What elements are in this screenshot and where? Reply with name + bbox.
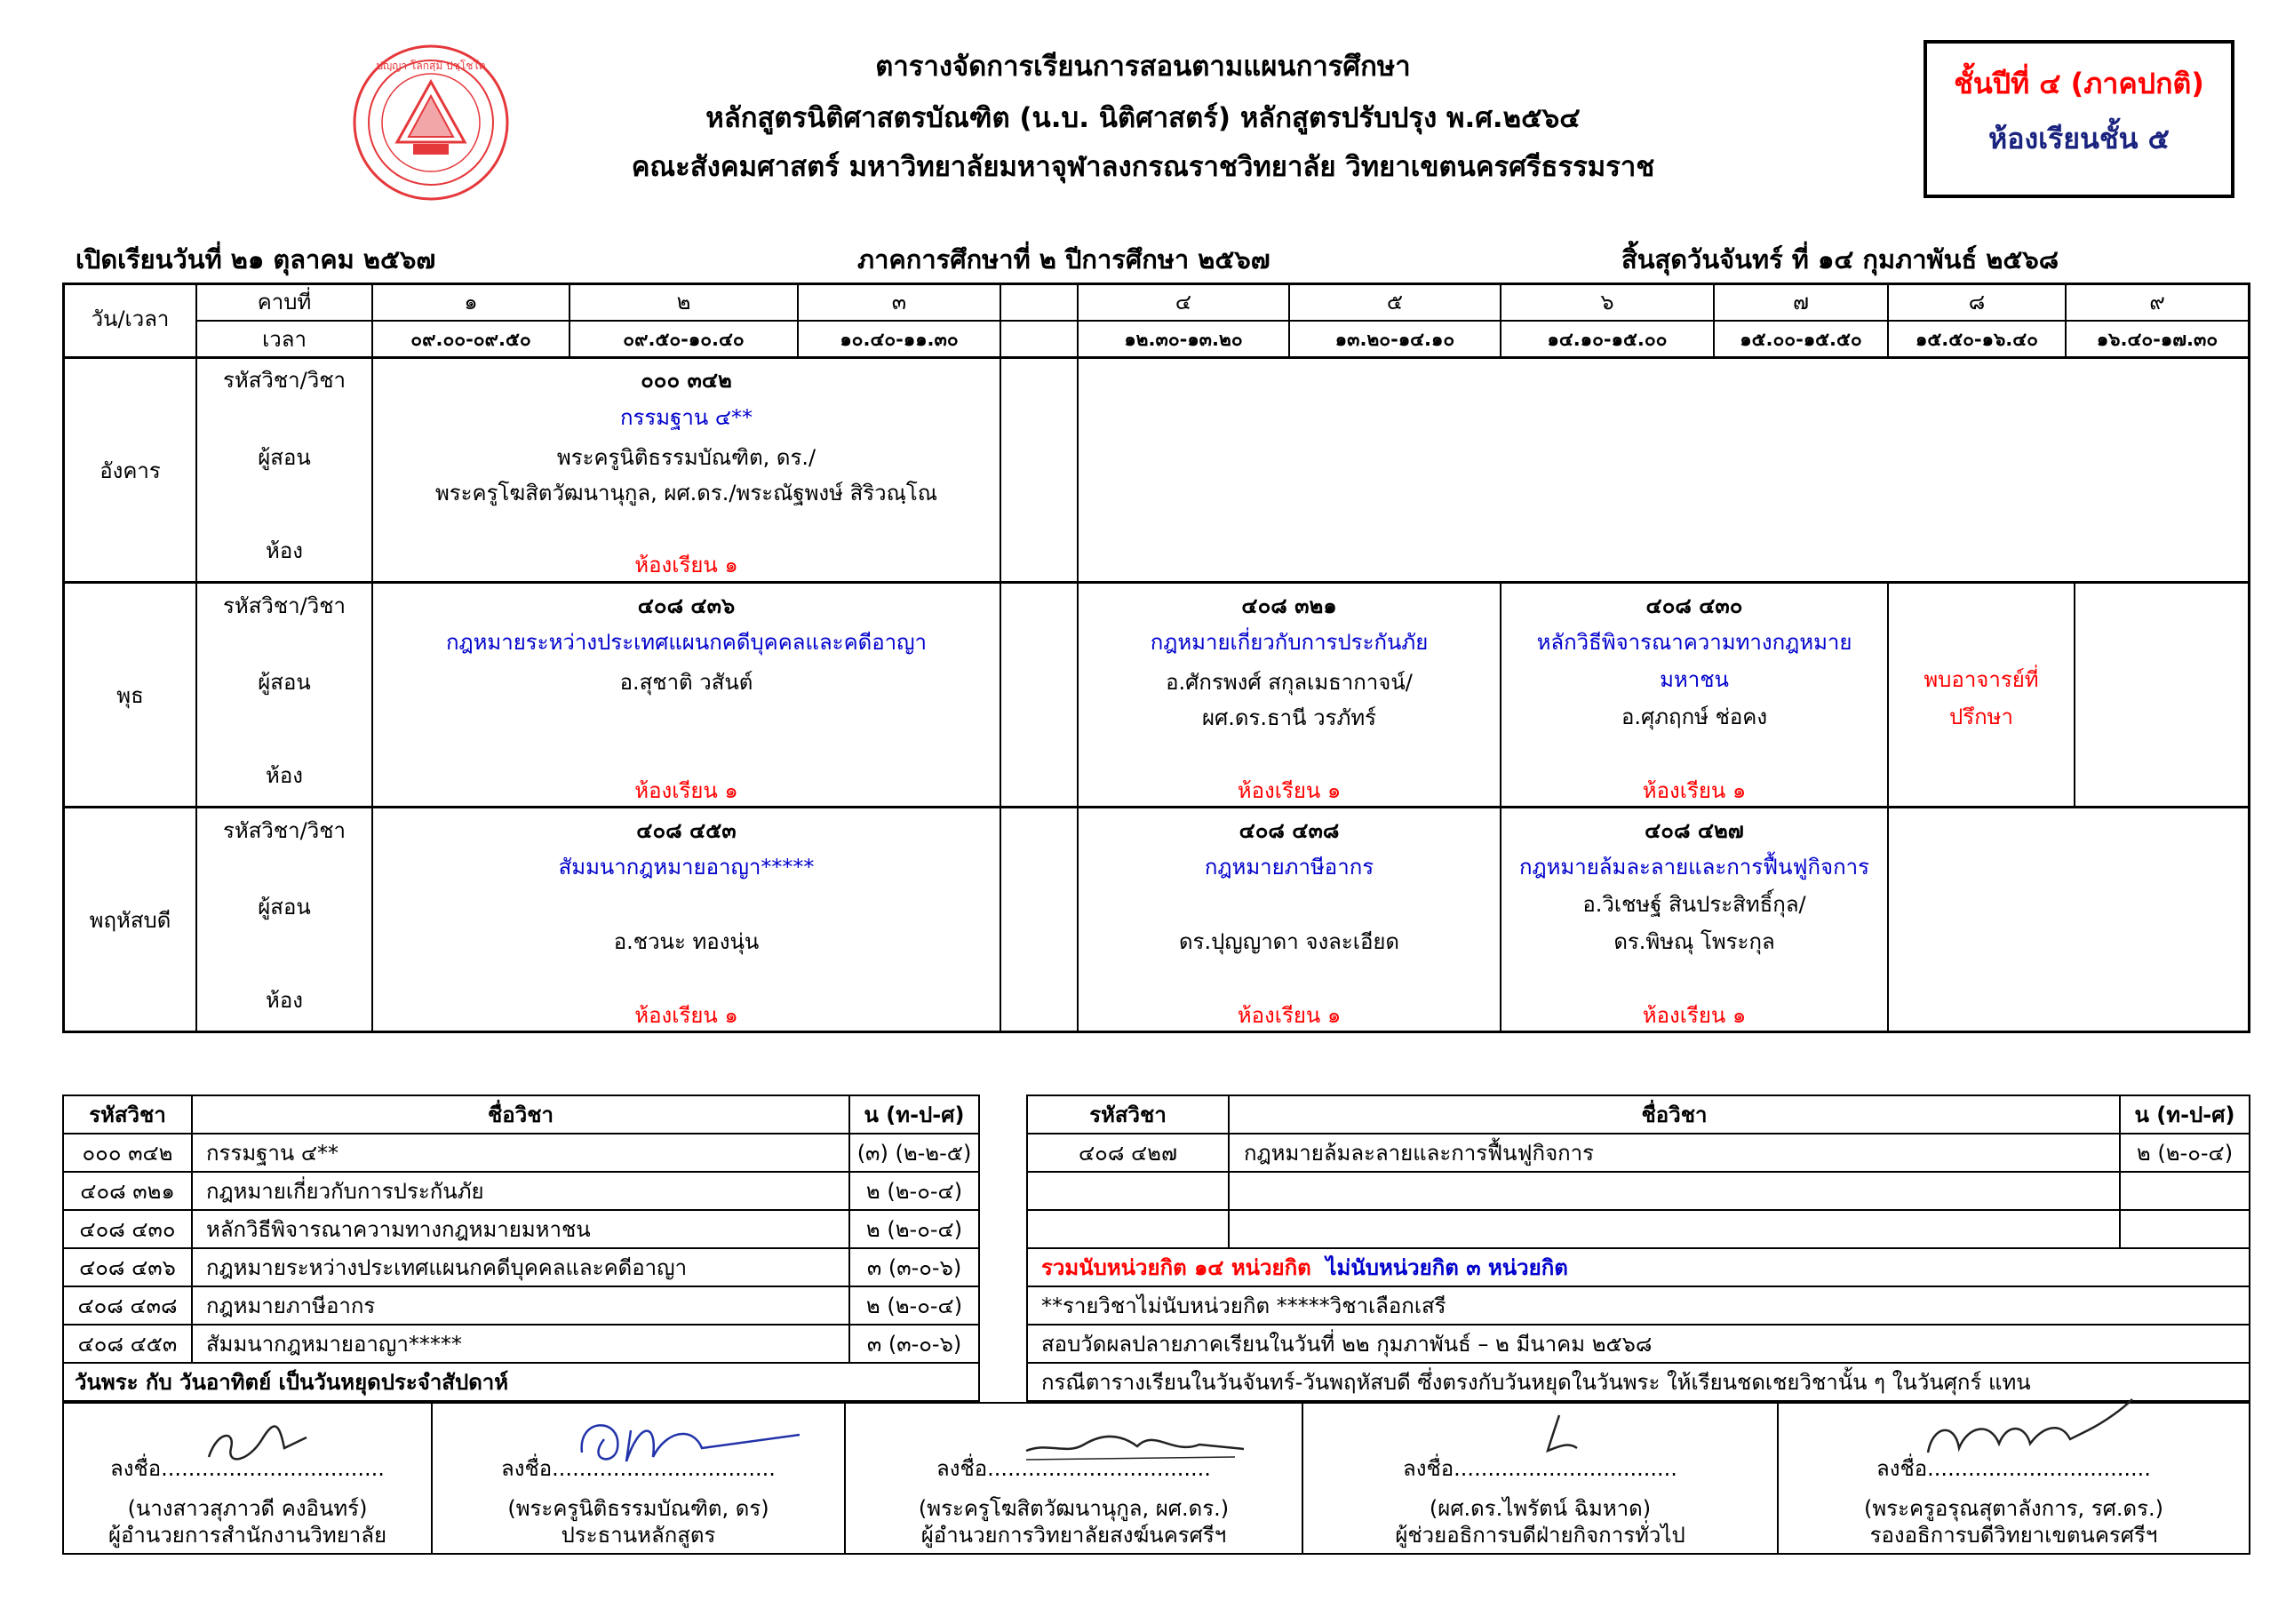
thu-slot1-subject: สัมมนากฎหมายอาญา*****: [558, 855, 815, 880]
col-credit-header: น (ท-ป-ศ): [864, 1103, 965, 1127]
sig-1-name: (นางสาวสุภาวดี คงอินทร์): [127, 1496, 368, 1521]
row-label-room: ห้อง: [266, 763, 303, 788]
wed-slot2-teacher2: ผศ.ดร.ธานี วรภัทร์: [1201, 705, 1377, 730]
class-room: ห้องเรียนชั้น ๕: [1988, 122, 2170, 155]
thu-slot2-teacher: ดร.ปุญญาดา จงละเอียด: [1178, 929, 1400, 954]
sig-3-name: (พระครูโฆสิตวัฒนานุกูล, ผศ.ดร.): [918, 1496, 1230, 1521]
start-date: เปิดเรียนวันที่ ๒๑ ตุลาคม ๒๕๖๗: [76, 244, 436, 275]
thu-slot1-code: ๔๐๘ ๔๕๓: [636, 818, 737, 843]
time-2: ๐๙.๕๐-๑๐.๔๐: [623, 329, 745, 350]
time-4: ๑๒.๓๐-๑๓.๒๐: [1124, 329, 1243, 350]
period-label: คาบที่: [257, 290, 312, 314]
course-code: ๐๐๐ ๓๔๒: [82, 1141, 173, 1166]
wed-slot3-code: ๔๐๘ ๔๓๐: [1645, 593, 1743, 618]
semester-label: ภาคการศึกษาที่ ๒ ปีการศึกษา ๒๕๖๗: [857, 244, 1270, 275]
sig-2-name: (พระครูนิติธรรมบัณฑิต, ดร): [507, 1496, 769, 1521]
thu-slot1-teacher: อ.ชวนะ ทองนุ่น: [613, 929, 760, 954]
wed-slot1-room: ห้องเรียน ๑: [634, 778, 738, 803]
row-label-teacher: ผู้สอน: [258, 895, 311, 919]
credit-non: ไม่นับหน่วยกิต ๓ หน่วยกิต: [1326, 1255, 1568, 1280]
makeup-note: กรณีตารางเรียนในวันจันทร์-วันพฤหัสบดี ซึ่งตรงกับวันหยุดในวันพระ ให้เรียนชดเชยวิชานั้น ๆ ในวันศุกร์ แทน: [1041, 1370, 2031, 1395]
faculty-title: คณะสังคมศาสตร์ มหาวิทยาลัยมหาจุฬาลงกรณราชวิทยาลัย วิทยาเขตนครศรีธรรมราช: [631, 151, 1655, 183]
class-box: [1924, 40, 2234, 198]
seal-motto: ปญฺญา โลกสฺมึ ปชฺโชโต: [376, 60, 486, 72]
holiday-note: วันพระ กับ วันอาทิตย์ เป็นวันหยุดประจำสัปดาห์: [75, 1370, 509, 1395]
thu-slot3-code: ๔๐๘ ๔๒๗: [1645, 818, 1744, 843]
sig-4-name: (ผศ.ดร.ไพรัตน์ ฉิมหาด): [1429, 1496, 1652, 1521]
course-code: ๔๐๘ ๔๒๗: [1079, 1141, 1177, 1166]
day-time-label: วัน/เวลา: [91, 306, 170, 331]
sig-2-role: ประธานหลักสูตร: [561, 1523, 716, 1548]
sig-5-role: รองอธิการบดีวิทยาเขตนครศรีฯ: [1869, 1523, 2158, 1548]
thu-slot3-subject: กฎหมายล้มละลายและการฟื้นฟูกิจการ: [1518, 855, 1870, 880]
wed-slot2-code: ๔๐๘ ๓๒๑: [1241, 593, 1337, 618]
sig-1-line: ลงชื่อ.................................: [110, 1456, 385, 1481]
wed-slot3-room: ห้องเรียน ๑: [1642, 778, 1747, 803]
tue-slot1-teacher1: พระครูนิติธรรมบัณฑิต, ดร./: [556, 445, 816, 470]
credit-total: รวมนับหน่วยกิต ๑๔ หน่วยกิต: [1041, 1255, 1311, 1280]
tue-slot1-teacher2: พระครูโฆสิตวัฒนานุกูล, ผศ.ดร./พระณัฐพงษ์ สิริวณฺโณ: [434, 481, 938, 506]
row-label-code: รหัสวิชา/วิชา: [223, 593, 346, 618]
row-label-teacher: ผู้สอน: [258, 445, 311, 470]
course-name: กฎหมายระหว่างประเทศแผนกคดีบุคคลและคดีอาญา: [206, 1255, 688, 1280]
thu-slot2-room: ห้องเรียน ๑: [1237, 1003, 1342, 1028]
course-credit: ๓ (๓-๐-๖): [866, 1332, 962, 1357]
wed-slot3-subject1: หลักวิธีพิจารณาความทางกฎหมาย: [1536, 630, 1852, 655]
course-credit: ๒ (๒-๐-๔): [865, 1294, 963, 1318]
wed-slot1-teacher: อ.สุชาติ วสันต์: [619, 670, 753, 695]
course-name: สัมมนากฎหมายอาญา*****: [206, 1332, 462, 1357]
course-credit: ๒ (๒-๐-๔): [2136, 1141, 2234, 1166]
program-title: หลักสูตรนิติศาสตรบัณฑิต (น.บ. นิติศาสตร์) หลักสูตรปรับปรุง พ.ศ.๒๕๖๔: [705, 102, 1581, 134]
star-legend: **รายวิชาไม่นับหน่วยกิต *****วิชาเลือกเสรี: [1041, 1294, 1446, 1318]
day-wednesday: พุธ: [116, 683, 144, 708]
day-thursday: พฤหัสบดี: [89, 908, 171, 933]
course-name: กฎหมายล้มละลายและการฟื้นฟูกิจการ: [1244, 1141, 1595, 1166]
time-5: ๑๓.๒๐-๑๔.๑๐: [1334, 329, 1455, 350]
course-credit: ๒ (๒-๐-๔): [865, 1179, 963, 1204]
col-code-header: รหัสวิชา: [89, 1103, 166, 1127]
course-name: กฎหมายเกี่ยวกับการประกันภัย: [206, 1179, 484, 1204]
col-code-header: รหัสวิชา: [1089, 1103, 1167, 1127]
credit-summary: [1041, 1250, 1568, 1286]
row-label-room: ห้อง: [266, 538, 303, 563]
course-credit: (๓) (๒-๒-๕): [856, 1141, 972, 1166]
course-name: กฎหมายภาษีอากร: [206, 1294, 376, 1318]
time-7: ๑๕.๐๐-๑๕.๕๐: [1740, 329, 1862, 350]
thu-slot3-teacher1: อ.วิเชษฐ์ สินประสิทธิ์กุล/: [1582, 892, 1806, 917]
row-label-room: ห้อง: [266, 988, 303, 1013]
period-6: ๖: [1600, 290, 1614, 314]
wed-slot2-subject: กฎหมายเกี่ยวกับการประกันภัย: [1150, 630, 1429, 655]
tue-slot1-subject: กรรมฐาน ๔**: [619, 405, 753, 430]
tue-slot1-room: ห้องเรียน ๑: [634, 553, 738, 577]
wed-slot3-subject2: มหาชน: [1660, 667, 1729, 692]
col-credit-header: น (ท-ป-ศ): [2134, 1103, 2235, 1127]
wed-advisor-line1: พบอาจารย์ที่: [1924, 667, 2039, 692]
col-name-header: ชื่อวิชา: [1641, 1103, 1708, 1127]
time-label: เวลา: [262, 327, 307, 352]
sig-4-role: ผู้ช่วยอธิการบดีฝ่ายกิจการทั่วไป: [1395, 1523, 1685, 1548]
time-8: ๑๕.๕๐-๑๖.๔๐: [1916, 329, 2038, 350]
wed-slot1-code: ๔๐๘ ๔๓๖: [637, 593, 736, 618]
course-code: ๔๐๘ ๔๕๓: [77, 1332, 178, 1357]
sig-5-name: (พระครูอรุณสุตาลังการ, รศ.ดร.): [1864, 1496, 2163, 1521]
thu-slot2-code: ๔๐๘ ๔๓๘: [1239, 818, 1340, 843]
end-date: สิ้นสุดวันจันทร์ ที่ ๑๔ กุมภาพันธ์ ๒๕๖๘: [1621, 244, 2059, 275]
time-1: ๐๙.๐๐-๐๙.๕๐: [410, 329, 531, 350]
class-year: ชั้นปีที่ ๔ (ภาคปกติ): [1954, 67, 2204, 100]
thu-slot1-room: ห้องเรียน ๑: [634, 1003, 738, 1028]
period-1: ๑: [464, 290, 478, 314]
period-7: ๗: [1792, 290, 1810, 314]
course-code: ๔๐๘ ๔๓๐: [79, 1217, 176, 1242]
course-code: ๔๐๘ ๓๒๑: [80, 1179, 175, 1204]
sig-1-role: ผู้อำนวยการสำนักงานวิทยาลัย: [108, 1523, 387, 1548]
row-label-code: รหัสวิชา/วิชา: [223, 368, 346, 393]
wed-slot2-teacher1: อ.ศักรพงศ์ สกุลเมธากาจน์/: [1166, 670, 1413, 695]
sig-5-line: ลงชื่อ.................................: [1876, 1456, 2151, 1481]
col-name-header: ชื่อวิชา: [488, 1103, 554, 1127]
course-name: กรรมฐาน ๔**: [206, 1141, 339, 1166]
sig-4-line: ลงชื่อ.................................: [1403, 1456, 1677, 1481]
row-label-teacher: ผู้สอน: [258, 670, 311, 695]
period-2: ๒: [676, 290, 691, 314]
wed-advisor-line2: ปรึกษา: [1949, 705, 2013, 729]
sig-3-role: ผู้อำนวยการวิทยาลัยสงฆ์นครศรีฯ: [920, 1523, 1227, 1548]
time-3: ๑๐.๔๐-๑๑.๓๐: [840, 329, 959, 350]
wed-slot1-subject: กฎหมายระหว่างประเทศแผนกคดีบุคคลและคดีอาญา: [445, 630, 928, 655]
course-code: ๔๐๘ ๔๓๘: [77, 1294, 178, 1318]
day-tuesday: อังคาร: [100, 458, 161, 483]
course-name: หลักวิธีพิจารณาความทางกฎหมายมหาชน: [206, 1217, 591, 1242]
period-4: ๔: [1175, 290, 1192, 314]
period-3: ๓: [891, 290, 907, 314]
time-6: ๑๔.๑๐-๑๕.๐๐: [1547, 329, 1668, 350]
period-9: ๙: [2149, 290, 2165, 314]
course-credit: ๒ (๒-๐-๔): [865, 1217, 963, 1242]
exam-note: สอบวัดผลปลายภาคเรียนในวันที่ ๒๒ กุมภาพันธ์ – ๒ มีนาคม ๒๕๖๘: [1041, 1332, 1653, 1357]
thu-slot3-room: ห้องเรียน ๑: [1642, 1003, 1747, 1028]
row-label-code: รหัสวิชา/วิชา: [223, 818, 346, 843]
sig-2-line: ลงชื่อ.................................: [501, 1456, 776, 1481]
sig-3-line: ลงชื่อ.................................: [936, 1456, 1211, 1481]
period-5: ๕: [1386, 290, 1404, 314]
thu-slot3-teacher2: ดร.พิษณุ โพระกุล: [1613, 929, 1775, 954]
time-9: ๑๖.๔๐-๑๗.๓๐: [2096, 329, 2218, 350]
course-credit: ๓ (๓-๐-๖): [866, 1255, 962, 1280]
wed-slot3-teacher: อ.ศุภฤกษ์ ช่อคง: [1621, 705, 1768, 729]
thu-slot2-subject: กฎหมายภาษีอากร: [1204, 855, 1374, 880]
page-title: ตารางจัดการเรียนการสอนตามแผนการศึกษา: [875, 51, 1411, 83]
period-8: ๘: [1968, 290, 1986, 314]
tue-slot1-code: ๐๐๐ ๓๔๒: [641, 368, 732, 393]
wed-slot2-room: ห้องเรียน ๑: [1237, 778, 1342, 803]
course-code: ๔๐๘ ๔๓๖: [79, 1255, 176, 1280]
